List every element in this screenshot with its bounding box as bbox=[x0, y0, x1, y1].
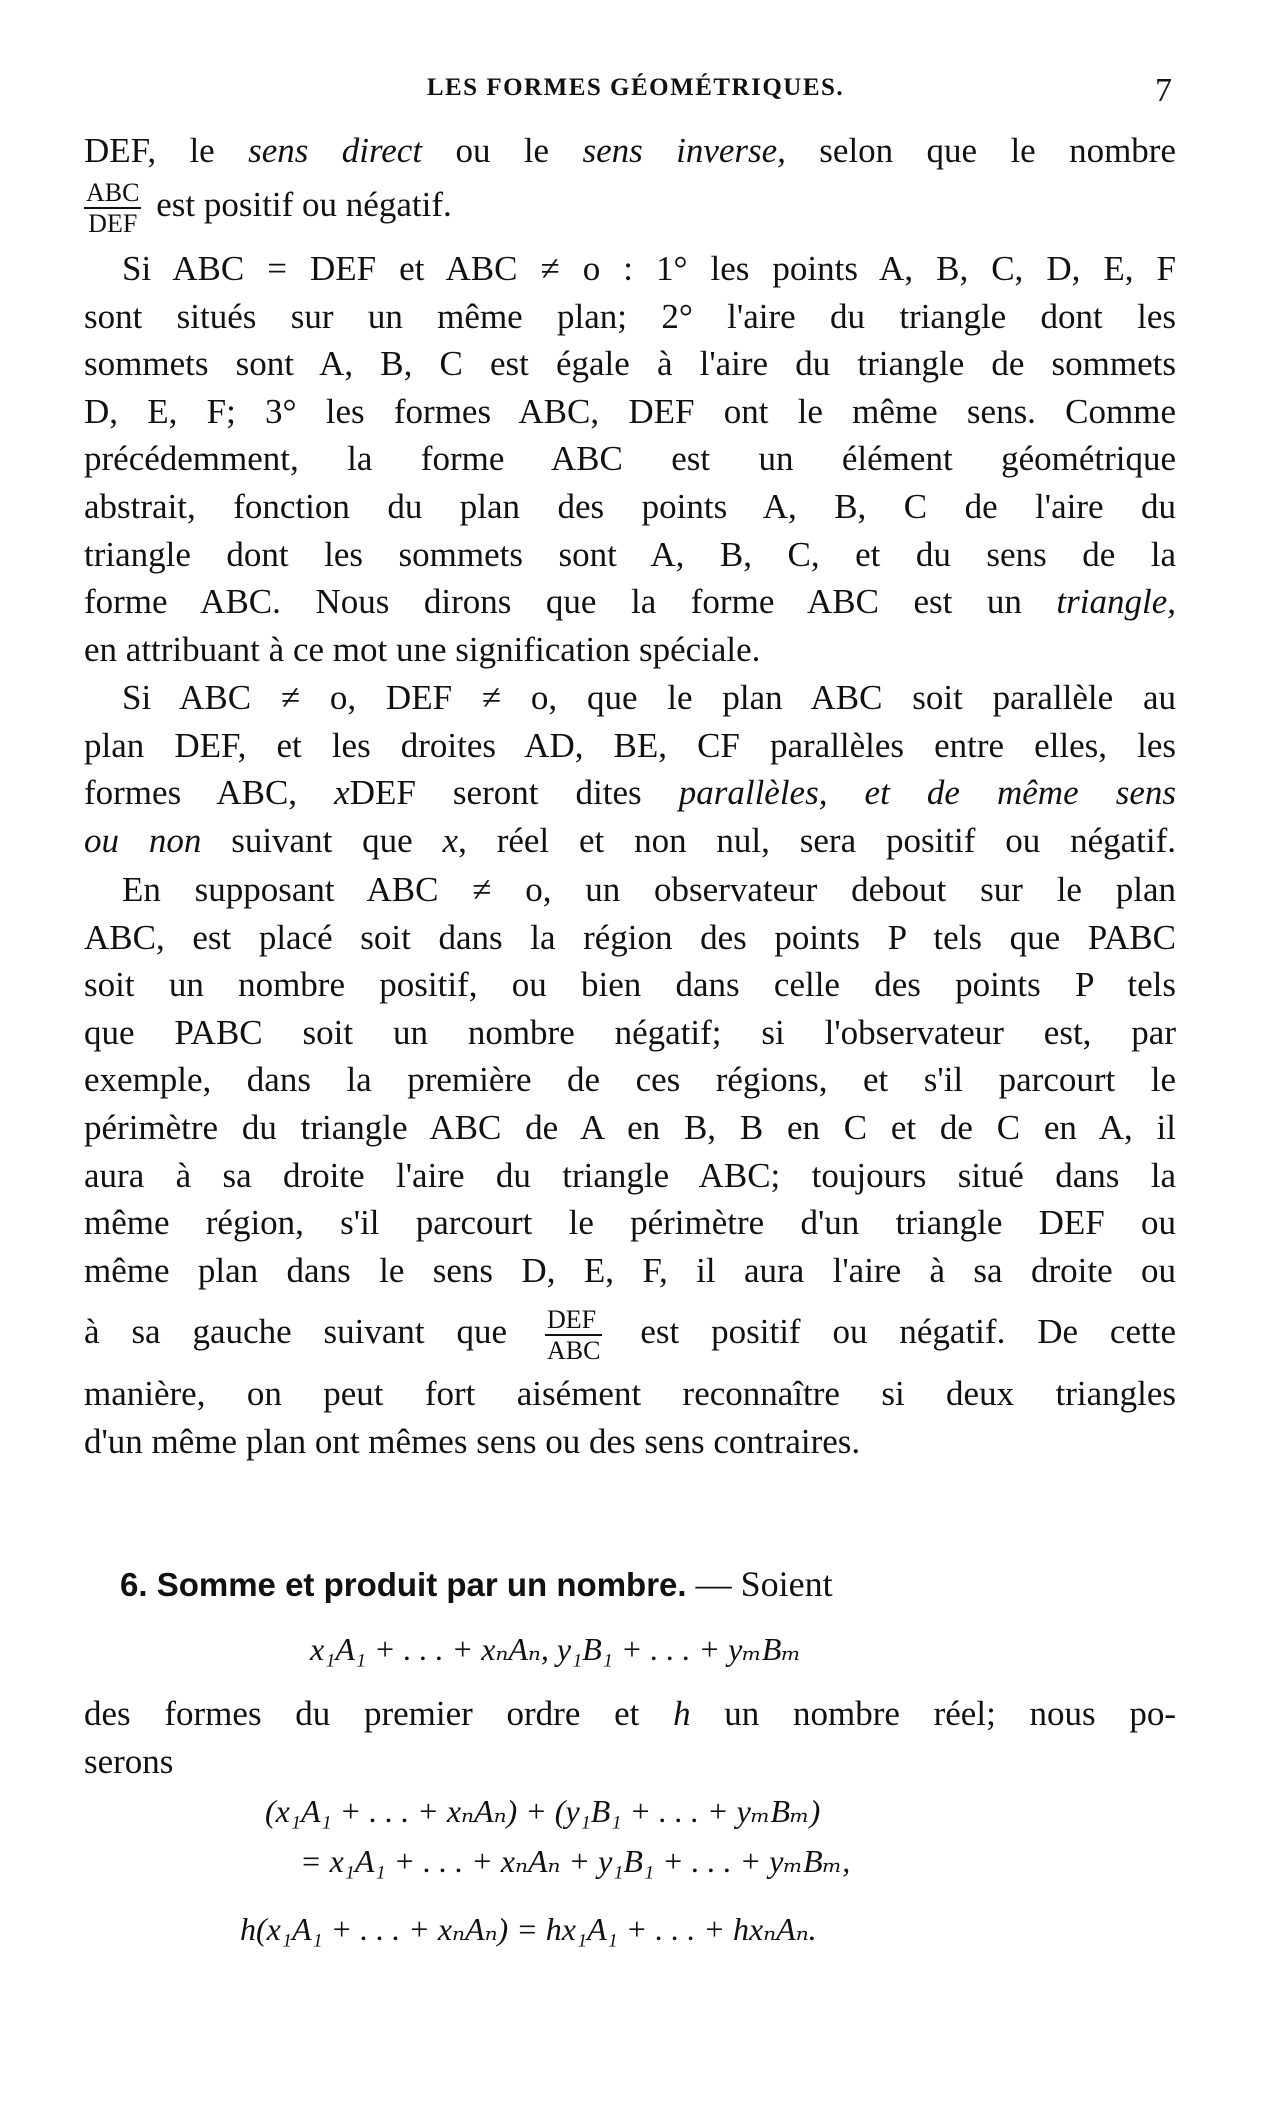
text-line: Si ABC = DEF et ABC ≠ o : 1° les points A, B, C, D, E, F bbox=[122, 249, 1176, 288]
running-header: LES FORMES GÉOMÉTRIQUES. bbox=[426, 74, 845, 101]
formula-sum-left: (x₁A₁ + . . . + xₙAₙ) + (y₁B₁ + . . . + yₘBₘ) bbox=[265, 1793, 821, 1829]
text-line: $\frac{\text{ABC}}{\text{DEF}}$ est positif ou négatif. bbox=[86, 177, 452, 238]
paragraph-2 bbox=[84, 245, 1176, 673]
paragraph-4 bbox=[84, 866, 1176, 1466]
text-line: forme ABC. Nous dirons que la forme ABC est un triangle, bbox=[84, 582, 1176, 622]
formula-sum-right: = x₁A₁ + . . . + xₙAₙ + y₁B₁ + . . . + yₘBₘ, bbox=[300, 1843, 851, 1879]
text-line: précédemment, la forme ABC est un élément géométrique bbox=[84, 439, 1176, 479]
text-line: aura à sa droite l'aire du triangle ABC; toujours situé dans la bbox=[84, 1155, 1176, 1195]
text-line: DEF, le sens direct ou le sens inverse, selon que le nombre bbox=[84, 131, 1176, 170]
paragraph-1 bbox=[84, 127, 1176, 241]
text-line: soit un nombre positif, ou bien dans celle des points P tels bbox=[84, 965, 1176, 1005]
text-line: D, E, F; 3° les formes ABC, DEF ont le même sens. Comme bbox=[84, 391, 1176, 431]
fraction-def-over-abc: $\frac{\text{DEF}}{\text{ABC}}$ bbox=[546, 1305, 601, 1366]
text-line: périmètre du triangle ABC de A en B, B en C et de C en A, il bbox=[84, 1107, 1176, 1147]
text-line: formes ABC, xDEF seront dites parallèles, et de même sens bbox=[84, 773, 1176, 813]
text-line: exemple, dans la première de ces régions, et s'il parcourt le bbox=[84, 1060, 1176, 1100]
text-line: ABC, est placé soit dans la région des points P tels que PABC bbox=[84, 917, 1176, 957]
text-line: que PABC soit un nombre négatif; si l'observateur est, par bbox=[84, 1012, 1176, 1052]
text-line: en attribuant à ce mot une signification spéciale. bbox=[84, 629, 761, 669]
text-line: manière, on peut fort aisément reconnaître si deux triangles bbox=[84, 1374, 1176, 1414]
text-line: même plan dans le sens D, E, F, il aura l'aire à sa droite ou bbox=[84, 1250, 1176, 1290]
text-line: serons bbox=[84, 1741, 174, 1781]
formula-forms: x₁A₁ + . . . + xₙAₙ, y₁B₁ + . . . + yₘBₘ bbox=[310, 1631, 802, 1667]
text-line: plan DEF, et les droites AD, BE, CF parallèles entre elles, les bbox=[84, 725, 1176, 765]
text-line: même région, s'il parcourt le périmètre d'un triangle DEF ou bbox=[84, 1203, 1176, 1243]
text-line: ou non suivant que x, réel et non nul, sera positif ou négatif. bbox=[84, 820, 1176, 860]
paragraph-5 bbox=[84, 1690, 1176, 1785]
text-line: abstrait, fonction du plan des points A, B, C de l'aire du bbox=[84, 486, 1176, 526]
fraction-abc-over-def: $\frac{\text{ABC}}{\text{DEF}}$ bbox=[86, 177, 140, 238]
text-line: sont situés sur un même plan; 2° l'aire du triangle dont les bbox=[84, 296, 1176, 336]
text-line: d'un même plan ont mêmes sens ou des sens contraires. bbox=[84, 1421, 861, 1461]
formula-product: h(x₁A₁ + . . . + xₙAₙ) = hx₁A₁ + . . . + hxₙAₙ. bbox=[240, 1911, 817, 1947]
page-number: 7 bbox=[1155, 72, 1172, 109]
paragraph-3 bbox=[84, 674, 1176, 864]
text-line: des formes du premier ordre et h un nombre réel; nous po- bbox=[84, 1694, 1176, 1733]
text-line: En supposant ABC ≠ o, un observateur debout sur le plan bbox=[122, 870, 1176, 909]
text-line: Si ABC ≠ o, DEF ≠ o, que le plan ABC soit parallèle au bbox=[122, 678, 1176, 717]
text-line: triangle dont les sommets sont A, B, C, et du sens de la bbox=[84, 534, 1176, 574]
text-line: sommets sont A, B, C est égale à l'aire du triangle de sommets bbox=[84, 344, 1176, 384]
section-heading: 6. Somme et produit par un nombre. — Soient bbox=[120, 1564, 833, 1604]
text-line: à sa gauche suivant que $\frac{\text{DEF}}{\text{ABC}}$ est positif ou négatif. De cette bbox=[84, 1305, 1176, 1366]
